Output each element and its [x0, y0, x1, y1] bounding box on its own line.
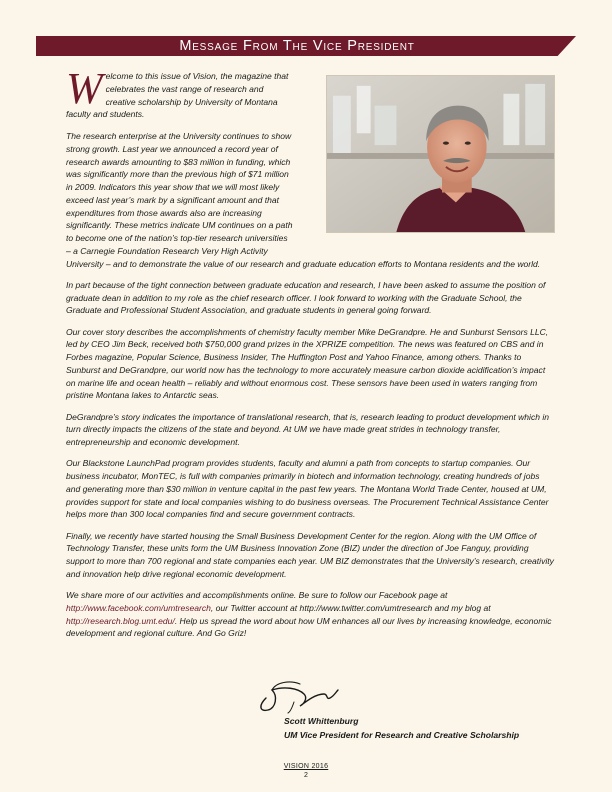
- closing-text-2: , our Twitter account at http://www.twitter.com/umtresearch and my blog at: [210, 602, 491, 613]
- footer-magazine: VISION 2016: [283, 763, 329, 770]
- closing-paragraph: [66, 589, 556, 640]
- handwritten-signature: [254, 676, 340, 714]
- closing-text-1: We share more of our activities and accomplishments online. Be sure to follow our Facebook page at: [66, 590, 448, 600]
- body-paragraph-3: Our cover story describes the accomplishments of chemistry faculty member Mike DeGrandpre. He and Sunburst Sensors LLC, led by CEO Jim Beck, received both $750,000 grand prizes in the XPRIZE competition. The news was featured on CBS and in Forbes magazine, Popular Science, Business Insider, The Huffington Post and Yahoo Finance, among others. Thanks to Sunburst and DeGrandpre, our world now has the technology to more accurately measure carbon dioxide acidification’s impact on marine life and ocean health – reliably and without enormous cost. These sensors have been used in waters ranging from pristine Montana lakes to Antarctic seas.: [66, 326, 549, 401]
- closing-text-3: . Help us spread the word about how UM enhances all our lives by increasing knowledge, economic development and regional culture. And Go Griz!: [66, 615, 552, 639]
- drop-cap: W: [66, 64, 103, 113]
- signatory-title: UM Vice President for Research and Creative Scholarship: [284, 730, 520, 740]
- blog-link[interactable]: http://research.blog.umt.edu/: [66, 615, 175, 626]
- photo-spacer: [294, 70, 556, 248]
- body-paragraph-5: Our Blackstone LaunchPad program provides students, faculty and alumni a path from concepts to startup companies. Our business incubator, MonTEC, is full with companies primarily in biotech and information technology, creating hundreds of jobs and generating more than $30 million in venture capital in the past few years. The Montana World Trade Center, housed at UM, provides support for state and local companies wishing to do business overseas. The Procurement Technical Assistance Center helps more than 300 local companies find and secure government contracts.: [66, 458, 549, 520]
- body-paragraph-2: In part because of the tight connection between graduate education and research, I have been asked to assume the position of graduate dean in addition to my role as the chief research officer. I look forward to working with the Graduate School, the Graduate and Professional Student Association, and graduate students in general going forward.: [66, 279, 546, 316]
- facebook-link[interactable]: http://www.facebook.com/umtresearch: [66, 602, 211, 613]
- body-paragraph-6: Finally, we recently have started housing the Small Business Development Center for the region. Along with the UM Office of Technology Transfer, these units form the UM Business Innovation Zone (BIZ) under the direction of Joe Fanguy, providing support to more than 700 regional and state companies each year. UM BIZ demonstrates that the University’s research, creativity and innovation help drive regional economic development.: [66, 530, 554, 579]
- body-paragraph-4: DeGrandpre’s story indicates the importance of translational research, that is, research leading to product development which in turn directly impacts the citizens of the state and beyond. At UM we have made great strides in technology transfer, entrepreneurship and economic development.: [66, 411, 549, 447]
- letter-body: [66, 64, 556, 649]
- page-title: Message From The Vice President: [179, 38, 415, 54]
- intro-text: elcome to this issue of Vision, the magazine that celebrates the vast range of research and creative scholarship by University of Montana faculty and students.: [66, 71, 289, 120]
- page-number: 2: [304, 772, 308, 779]
- signatory-name: Scott Whittenburg: [284, 716, 359, 726]
- body-paragraph-1: The research enterprise at the University continues to show strong growth. Last year we announced a record year of research awards amounting to $83 million in funding, which was significantly more than the previous high of $71 million in 2009. Indicators this year show that we will most likely exceed last year’s mark by a significant amount and that expenditures from those awards also are increasing significantly. These metrics indicate UM continues on a path to become one of the nation’s top-tier research universities – a Carnegie Foundation Research Very High Activity University – and to demonstrate the value of our research and graduate education efforts to Montana residents and the world.: [66, 131, 541, 269]
